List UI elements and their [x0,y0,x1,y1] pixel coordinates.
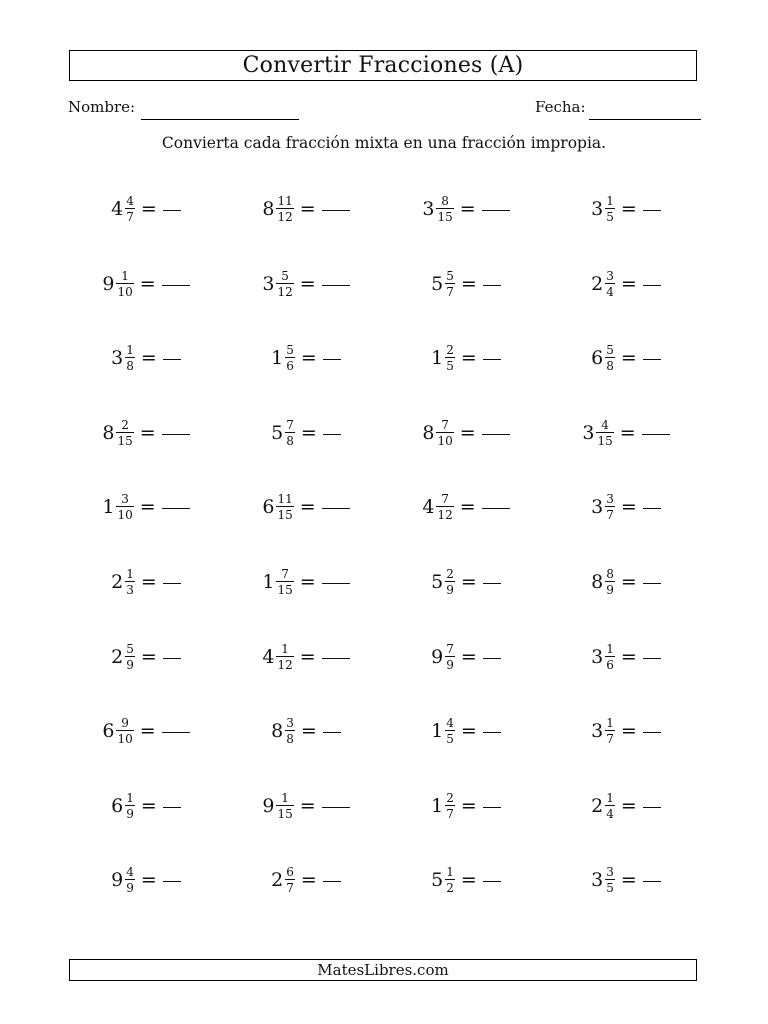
answer-blank[interactable] [322,583,350,584]
numerator: 3 [286,716,294,730]
answer-blank[interactable] [322,285,350,286]
denominator: 12 [437,508,453,522]
denominator: 15 [437,210,453,224]
problem-item [391,562,541,602]
equals-sign: = [299,795,316,817]
numerator: 5 [606,343,614,357]
whole-number: 3 [111,347,124,369]
whole-number: 3 [422,198,435,220]
fraction [276,195,293,223]
answer-blank[interactable] [643,285,661,286]
whole-number: 3 [582,422,595,444]
numerator: 1 [606,642,614,656]
fraction [276,568,293,596]
whole-number: 9 [262,795,275,817]
denominator: 5 [606,881,614,895]
denominator: 7 [286,881,294,895]
fraction [276,792,293,820]
problem-item [71,264,221,304]
answer-blank[interactable] [163,359,181,360]
whole-number: 1 [431,347,444,369]
problem-item [71,338,221,378]
problem-item [71,786,221,826]
fraction [125,792,135,820]
denominator: 6 [606,658,614,672]
equals-sign: = [620,571,637,593]
denominator: 8 [126,359,134,373]
problem-item [551,786,701,826]
fraction [276,493,293,521]
problem-item [71,711,221,751]
answer-blank[interactable] [483,583,501,584]
fraction [605,717,615,745]
equals-sign: = [620,720,637,742]
equals-sign: = [620,869,637,891]
numerator: 1 [126,791,134,805]
name-field-line[interactable] [141,119,299,120]
problem-item [231,786,381,826]
numerator: 2 [446,343,454,357]
answer-blank[interactable] [162,732,190,733]
answer-blank[interactable] [162,434,190,435]
denominator: 15 [117,434,133,448]
answer-blank[interactable] [482,434,510,435]
problem-item [391,189,541,229]
whole-number: 4 [422,496,435,518]
problem-item [71,562,221,602]
answer-blank[interactable] [483,285,501,286]
problem-item [231,338,381,378]
equals-sign: = [139,273,156,295]
problem-item [391,338,541,378]
numerator: 8 [606,567,614,581]
fraction [445,717,455,745]
fraction [285,419,295,447]
fraction [605,568,615,596]
denominator: 15 [277,807,293,821]
answer-blank[interactable] [163,658,181,659]
answer-blank[interactable] [483,359,501,360]
equals-sign: = [300,347,317,369]
denominator: 3 [126,583,134,597]
whole-number: 9 [102,273,115,295]
problem-item [231,562,381,602]
answer-blank[interactable] [322,658,350,659]
answer-blank[interactable] [162,508,190,509]
problem-item [71,413,221,453]
denominator: 15 [277,508,293,522]
denominator: 15 [277,583,293,597]
answer-blank[interactable] [482,210,510,211]
whole-number: 9 [431,646,444,668]
equals-sign: = [300,869,317,891]
problem-item [391,637,541,677]
answer-blank[interactable] [642,434,670,435]
equals-sign: = [139,422,156,444]
fraction [116,419,133,447]
equals-sign: = [620,496,637,518]
numerator: 1 [126,567,134,581]
fraction [605,493,615,521]
whole-number: 4 [111,198,124,220]
denominator: 9 [126,881,134,895]
problem-item [391,711,541,751]
numerator: 8 [441,194,449,208]
problem-item [551,637,701,677]
equals-sign: = [460,571,477,593]
fraction [605,643,615,671]
footer-text: MatesLibres.com [317,961,449,979]
fraction [125,344,135,372]
whole-number: 8 [102,422,115,444]
denominator: 9 [446,658,454,672]
answer-blank[interactable] [643,881,661,882]
fraction [285,717,295,745]
numerator: 3 [606,865,614,879]
numerator: 2 [446,567,454,581]
problem-item [231,264,381,304]
answer-blank[interactable] [323,881,341,882]
denominator: 4 [606,807,614,821]
problem-item [231,413,381,453]
equals-sign: = [140,347,157,369]
equals-sign: = [620,347,637,369]
numerator: 3 [121,492,129,506]
whole-number: 3 [591,496,604,518]
answer-blank[interactable] [483,658,501,659]
denominator: 4 [606,285,614,299]
fraction [285,344,295,372]
denominator: 15 [597,434,613,448]
whole-number: 8 [422,422,435,444]
whole-number: 2 [111,571,124,593]
equals-sign: = [460,646,477,668]
whole-number: 1 [431,795,444,817]
equals-sign: = [460,869,477,891]
denominator: 9 [606,583,614,597]
numerator: 4 [446,716,454,730]
problem-item [391,413,541,453]
problem-item [391,264,541,304]
whole-number: 8 [262,198,275,220]
fraction [445,792,455,820]
numerator: 4 [126,194,134,208]
numerator: 1 [281,791,289,805]
answer-blank[interactable] [322,807,350,808]
numerator: 2 [121,418,129,432]
equals-sign: = [140,571,157,593]
whole-number: 3 [262,273,275,295]
numerator: 1 [446,865,454,879]
whole-number: 3 [591,869,604,891]
problem-item [551,264,701,304]
equals-sign: = [140,795,157,817]
whole-number: 1 [271,347,284,369]
denominator: 5 [606,210,614,224]
fraction [605,195,615,223]
problem-item [71,860,221,900]
whole-number: 6 [102,720,115,742]
denominator: 12 [277,210,293,224]
problem-item [71,487,221,527]
denominator: 12 [277,285,293,299]
whole-number: 4 [262,646,275,668]
denominator: 7 [606,732,614,746]
numerator: 1 [606,716,614,730]
numerator: 6 [286,865,294,879]
answer-blank[interactable] [163,210,181,211]
whole-number: 1 [431,720,444,742]
instructions: Convierta cada fracción mixta en una fracción impropia. [161,134,607,152]
equals-sign: = [299,198,316,220]
problem-item [551,189,701,229]
fraction [605,270,615,298]
answer-blank[interactable] [162,285,190,286]
numerator: 1 [121,269,129,283]
whole-number: 3 [591,646,604,668]
answer-blank[interactable] [483,732,501,733]
whole-number: 5 [431,869,444,891]
fraction [436,493,453,521]
equals-sign: = [299,496,316,518]
denominator: 10 [117,508,133,522]
whole-number: 6 [591,347,604,369]
equals-sign: = [460,795,477,817]
fraction [445,568,455,596]
whole-number: 6 [111,795,124,817]
equals-sign: = [460,273,477,295]
numerator: 11 [277,194,293,208]
equals-sign: = [300,720,317,742]
answer-blank[interactable] [643,658,661,659]
date-field-line[interactable] [589,119,701,120]
numerator: 2 [446,791,454,805]
footer [69,959,697,981]
fraction [436,195,453,223]
problem-item [231,860,381,900]
fraction [125,568,135,596]
denominator: 9 [126,658,134,672]
fraction [436,419,453,447]
answer-blank[interactable] [483,807,501,808]
answer-blank[interactable] [163,583,181,584]
whole-number: 8 [271,720,284,742]
problem-item [551,413,701,453]
answer-blank[interactable] [643,583,661,584]
fraction [125,866,135,894]
whole-number: 2 [271,869,284,891]
fraction [596,419,613,447]
denominator: 10 [117,285,133,299]
equals-sign: = [299,646,316,668]
problem-item [231,637,381,677]
fraction [605,344,615,372]
equals-sign: = [140,198,157,220]
numerator: 7 [281,567,289,581]
equals-sign: = [140,869,157,891]
equals-sign: = [620,646,637,668]
equals-sign: = [460,720,477,742]
equals-sign: = [140,646,157,668]
problem-item [391,786,541,826]
problem-item [231,711,381,751]
denominator: 8 [286,732,294,746]
fraction [116,717,133,745]
answer-blank[interactable] [643,807,661,808]
numerator: 4 [126,865,134,879]
equals-sign: = [620,198,637,220]
whole-number: 1 [262,571,275,593]
denominator: 10 [437,434,453,448]
equals-sign: = [299,571,316,593]
fraction [445,270,455,298]
fraction [116,270,133,298]
whole-number: 2 [591,795,604,817]
denominator: 7 [606,508,614,522]
equals-sign: = [299,273,316,295]
problem-item [71,637,221,677]
answer-blank[interactable] [482,508,510,509]
problem-item [231,189,381,229]
denominator: 6 [286,359,294,373]
denominator: 8 [606,359,614,373]
fraction [605,866,615,894]
answer-blank[interactable] [322,508,350,509]
problem-item [551,860,701,900]
whole-number: 5 [431,273,444,295]
whole-number: 5 [431,571,444,593]
numerator: 1 [281,642,289,656]
name-label: Nombre: [68,98,136,116]
problem-item [551,562,701,602]
answer-blank[interactable] [643,732,661,733]
numerator: 4 [601,418,609,432]
whole-number: 5 [271,422,284,444]
numerator: 5 [281,269,289,283]
denominator: 9 [446,583,454,597]
worksheet-title [69,50,697,81]
equals-sign: = [619,422,636,444]
problem-item [551,338,701,378]
whole-number: 8 [591,571,604,593]
fraction [285,866,295,894]
numerator: 1 [606,791,614,805]
numerator: 7 [441,418,449,432]
whole-number: 2 [591,273,604,295]
denominator: 5 [446,732,454,746]
fraction [445,344,455,372]
whole-number: 3 [591,198,604,220]
numerator: 5 [446,269,454,283]
answer-blank[interactable] [643,508,661,509]
problem-item [551,711,701,751]
answer-blank[interactable] [323,434,341,435]
numerator: 11 [277,492,293,506]
answer-blank[interactable] [323,732,341,733]
numerator: 3 [606,492,614,506]
numerator: 9 [121,716,129,730]
answer-blank[interactable] [483,881,501,882]
problem-item [231,487,381,527]
denominator: 10 [117,732,133,746]
equals-sign: = [300,422,317,444]
fraction [276,643,293,671]
equals-sign: = [139,720,156,742]
fraction [116,493,133,521]
fraction [445,866,455,894]
answer-blank[interactable] [163,807,181,808]
numerator: 7 [286,418,294,432]
whole-number: 2 [111,646,124,668]
denominator: 2 [446,881,454,895]
date-label: Fecha: [535,98,586,116]
equals-sign: = [459,198,476,220]
fraction [605,792,615,820]
problem-item [391,487,541,527]
answer-blank[interactable] [323,359,341,360]
answer-blank[interactable] [322,210,350,211]
equals-sign: = [460,347,477,369]
whole-number: 6 [262,496,275,518]
answer-blank[interactable] [643,210,661,211]
denominator: 7 [446,807,454,821]
numerator: 1 [126,343,134,357]
numerator: 3 [606,269,614,283]
denominator: 8 [286,434,294,448]
whole-number: 3 [591,720,604,742]
whole-number: 9 [111,869,124,891]
equals-sign: = [620,795,637,817]
equals-sign: = [459,422,476,444]
answer-blank[interactable] [643,359,661,360]
denominator: 7 [126,210,134,224]
fraction [276,270,293,298]
fraction [445,643,455,671]
problem-item [71,189,221,229]
numerator: 5 [286,343,294,357]
numerator: 5 [126,642,134,656]
fraction [125,643,135,671]
title-text: Convertir Fracciones (A) [242,53,524,78]
denominator: 12 [277,658,293,672]
denominator: 7 [446,285,454,299]
denominator: 5 [446,359,454,373]
numerator: 7 [446,642,454,656]
equals-sign: = [620,273,637,295]
whole-number: 1 [102,496,115,518]
problem-item [391,860,541,900]
denominator: 9 [126,807,134,821]
answer-blank[interactable] [163,881,181,882]
fraction [125,195,135,223]
problem-item [551,487,701,527]
numerator: 1 [606,194,614,208]
equals-sign: = [459,496,476,518]
numerator: 7 [441,492,449,506]
equals-sign: = [139,496,156,518]
